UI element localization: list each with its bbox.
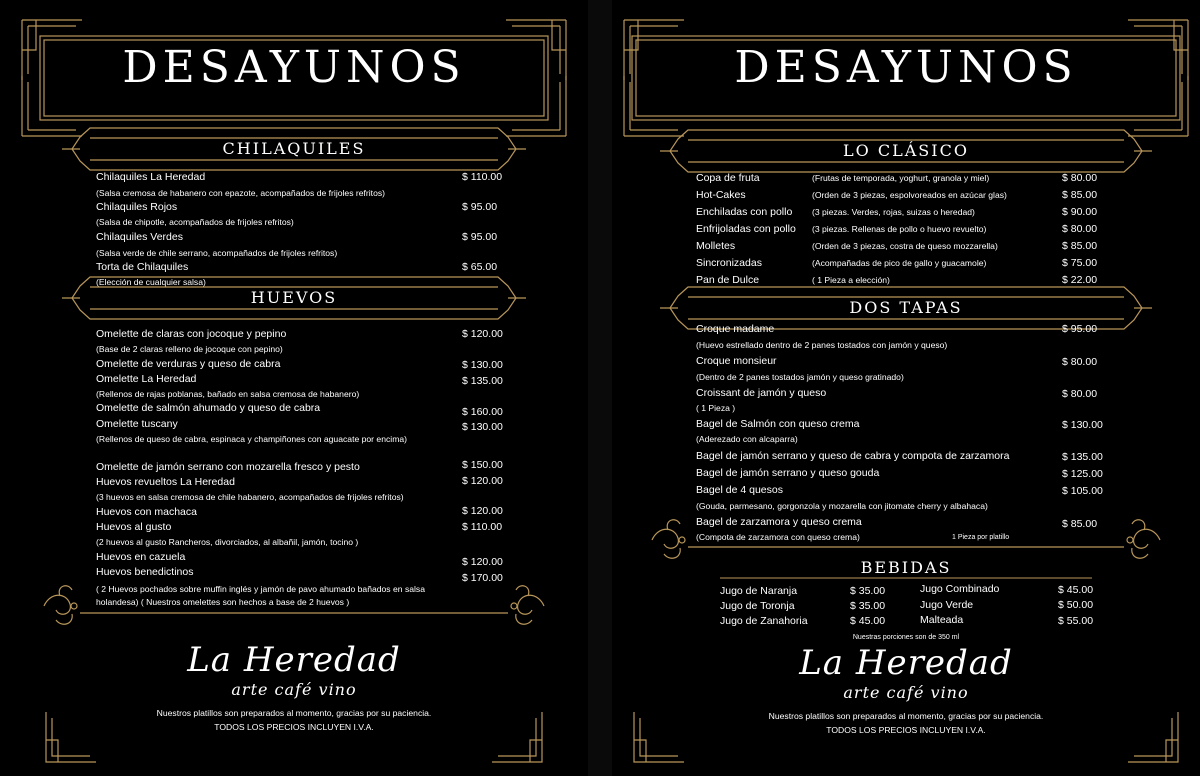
drink-price: $ 45.00 xyxy=(1058,584,1094,596)
item-name: Bagel de Salmón con queso crema xyxy=(696,418,860,430)
item-price: $ 85.00 xyxy=(1062,189,1098,201)
footer-iva: TODOS LOS PRECIOS INCLUYEN I.V.A. xyxy=(826,725,986,735)
brand-logo: La Heredad xyxy=(799,643,1013,683)
item-name: Chilaquiles La Heredad xyxy=(96,171,206,183)
tapas-note: 1 Pieza por platillo xyxy=(952,534,1010,541)
item-name: Molletes xyxy=(696,240,736,252)
item-price: $ 80.00 xyxy=(1062,356,1098,368)
item-name: Enchiladas con pollo xyxy=(696,206,793,218)
item-name: Chilaquiles Rojos xyxy=(96,201,178,213)
item-price: $ 125.00 xyxy=(1062,468,1103,480)
item-price: $ 85.00 xyxy=(1062,518,1098,530)
item-name: Bagel de jamón serrano y queso de cabra y compota de zarzamora xyxy=(696,450,1010,462)
drink-name: Malteada xyxy=(920,614,964,626)
item-price: $ 65.00 xyxy=(462,261,498,273)
item-desc: (Salsa cremosa de habanero con epazote, acompañados de frijoles refritos) xyxy=(96,188,386,198)
drink-name: Jugo Verde xyxy=(920,599,974,611)
item-price: $ 130.00 xyxy=(1062,419,1103,431)
item-desc: (Gouda, parmesano, gorgonzola y mozarella con jitomate cherry y albahaca) xyxy=(696,501,988,511)
item-price: $ 130.00 xyxy=(462,359,503,371)
bebidas-note: Nuestras porciones son de 350 ml xyxy=(852,634,960,641)
item-price: $ 110.00 xyxy=(462,171,503,183)
item-desc: (Acompañadas de pico de gallo y guacamole) xyxy=(812,258,987,268)
item-desc: (Elección de cualquier salsa) xyxy=(96,277,206,287)
item-desc: (3 huevos en salsa cremosa de chile habanero, acompañados de frijoles refritos) xyxy=(96,492,404,502)
brand-logo: La Heredad xyxy=(187,640,401,680)
item-price: $ 110.00 xyxy=(462,521,503,533)
item-name: Omelette de jamón serrano con mozarella fresco y pesto xyxy=(96,461,360,473)
item-name: Pan de Dulce xyxy=(696,274,760,286)
item-price: $ 95.00 xyxy=(1062,323,1098,335)
item-name: Bagel de jamón serrano y queso gouda xyxy=(696,467,880,479)
section-title-clasico: LO CLÁSICO xyxy=(843,141,969,160)
item-price: $ 150.00 xyxy=(462,459,503,471)
item-name: Croque monsieur xyxy=(696,355,777,367)
page-title: DESAYUNOS xyxy=(122,42,466,93)
item-name: Copa de fruta xyxy=(696,172,760,184)
item-desc: (3 piezas. Verdes, rojas, suizas o heredad) xyxy=(812,207,975,217)
item-name: Omelette de verduras y queso de cabra xyxy=(96,358,281,370)
section-title-chilaquiles: CHILAQUILES xyxy=(222,139,366,158)
item-desc: (Aderezado con alcaparra) xyxy=(696,434,798,444)
item-desc: (Rellenos de queso de cabra, espinaca y champiñones con aguacate por encima) xyxy=(96,434,407,444)
footer-note: Nuestros platillos son preparados al momento, gracias por su paciencia. xyxy=(156,708,432,718)
item-desc: (Orden de 3 piezas, espolvoreados en azúcar glas) xyxy=(812,190,1007,200)
drink-price: $ 45.00 xyxy=(850,615,886,627)
item-price: $ 80.00 xyxy=(1062,388,1098,400)
item-price: $ 22.00 xyxy=(1062,274,1098,286)
item-price: $ 135.00 xyxy=(462,375,503,387)
item-name: Bagel de 4 quesos xyxy=(696,484,783,496)
item-name: Omelette de claras con jocoque y pepino xyxy=(96,328,287,340)
item-name: Chilaquiles Verdes xyxy=(96,231,183,243)
section-title-huevos: HUEVOS xyxy=(250,288,338,307)
item-price: $ 95.00 xyxy=(462,201,498,213)
item-name: Sincronizadas xyxy=(696,257,762,269)
drink-name: Jugo de Toronja xyxy=(720,600,795,612)
item-name: Enfrijoladas con pollo xyxy=(696,223,796,235)
page-title: DESAYUNOS xyxy=(734,42,1078,93)
item-name: Huevos benedictinos xyxy=(96,566,194,578)
drink-name: Jugo Combinado xyxy=(920,583,1000,595)
item-name: Huevos al gusto xyxy=(96,521,172,533)
brand-tagline: arte café vino xyxy=(231,680,357,699)
item-price: $ 75.00 xyxy=(1062,257,1098,269)
section-title-bebidas: BEBIDAS xyxy=(860,558,952,577)
item-price: $ 120.00 xyxy=(462,328,503,340)
item-desc: (Salsa de chipotle, acompañados de frijoles refritos) xyxy=(96,217,294,227)
item-name: Huevos revueltos La Heredad xyxy=(96,476,235,488)
item-desc: (Compota de zarzamora con queso crema) xyxy=(696,532,860,542)
item-price: $ 105.00 xyxy=(1062,485,1103,497)
drink-price: $ 50.00 xyxy=(1058,599,1094,611)
item-name: Hot-Cakes xyxy=(696,189,746,201)
menu-page-right xyxy=(612,0,1200,776)
item-desc: ( 2 Huevos pochados sobre muffin inglés y jamón de pavo ahumado bañados en salsa holandesa) ( Nuestros omelettes son hechos a base de 2 huevos ) xyxy=(96,584,426,607)
item-price: $ 170.00 xyxy=(462,572,503,584)
item-name: Huevos con machaca xyxy=(96,506,197,518)
item-price: $ 85.00 xyxy=(1062,240,1098,252)
item-price: $ 160.00 xyxy=(462,406,503,418)
item-name: Omelette tuscany xyxy=(96,418,178,430)
item-name: Omelette La Heredad xyxy=(96,373,197,385)
item-name: Croissant de jamón y queso xyxy=(696,387,827,399)
brand-tagline: arte café vino xyxy=(843,683,969,702)
item-price: $ 80.00 xyxy=(1062,223,1098,235)
item-price: $ 95.00 xyxy=(462,231,498,243)
item-desc: (2 huevos al gusto Rancheros, divorciados, al albañil, jamón, tocino ) xyxy=(96,537,359,547)
item-name: Croque madame xyxy=(696,323,775,335)
drink-price: $ 55.00 xyxy=(1058,615,1094,627)
drink-name: Jugo de Zanahoria xyxy=(720,615,808,627)
item-price: $ 120.00 xyxy=(462,505,503,517)
menu-page-left xyxy=(0,0,588,776)
item-desc: (Dentro de 2 panes tostados jamón y queso gratinado) xyxy=(696,372,904,382)
item-price: $ 90.00 xyxy=(1062,206,1098,218)
item-desc: (3 piezas. Rellenas de pollo o huevo revuelto) xyxy=(812,224,987,234)
item-name: Huevos en cazuela xyxy=(96,551,186,563)
drink-price: $ 35.00 xyxy=(850,585,886,597)
item-desc: (Frutas de temporada, yoghurt, granola y miel) xyxy=(812,173,990,183)
item-name: Bagel de zarzamora y queso crema xyxy=(696,516,862,528)
item-price: $ 135.00 xyxy=(1062,451,1103,463)
item-desc: (Orden de 3 piezas, costra de queso mozzarella) xyxy=(812,241,998,251)
item-desc: (Huevo estrellado dentro de 2 panes tostados con jamón y queso) xyxy=(696,340,948,350)
item-price: $ 130.00 xyxy=(462,421,503,433)
section-title-tapas: DOS TAPAS xyxy=(849,298,963,317)
footer-note: Nuestros platillos son preparados al momento, gracias por su paciencia. xyxy=(768,711,1044,721)
item-price: $ 120.00 xyxy=(462,556,503,568)
footer-iva: TODOS LOS PRECIOS INCLUYEN I.V.A. xyxy=(214,722,374,732)
item-desc: ( 1 Pieza a elección) xyxy=(812,275,890,285)
item-price: $ 80.00 xyxy=(1062,172,1098,184)
drink-name: Jugo de Naranja xyxy=(720,585,798,597)
item-desc: ( 1 Pieza ) xyxy=(696,403,736,413)
item-desc: (Base de 2 claras relleno de jocoque con pepino) xyxy=(96,344,283,354)
item-name: Omelette de salmón ahumado y queso de cabra xyxy=(96,402,321,414)
item-desc: (Salsa verde de chile serrano, acompañados de frijoles refritos) xyxy=(96,248,338,258)
item-price: $ 120.00 xyxy=(462,475,503,487)
drink-price: $ 35.00 xyxy=(850,600,886,612)
item-name: Torta de Chilaquiles xyxy=(96,261,189,273)
item-desc: (Rellenos de rajas poblanas, bañado en salsa cremosa de habanero) xyxy=(96,389,360,399)
